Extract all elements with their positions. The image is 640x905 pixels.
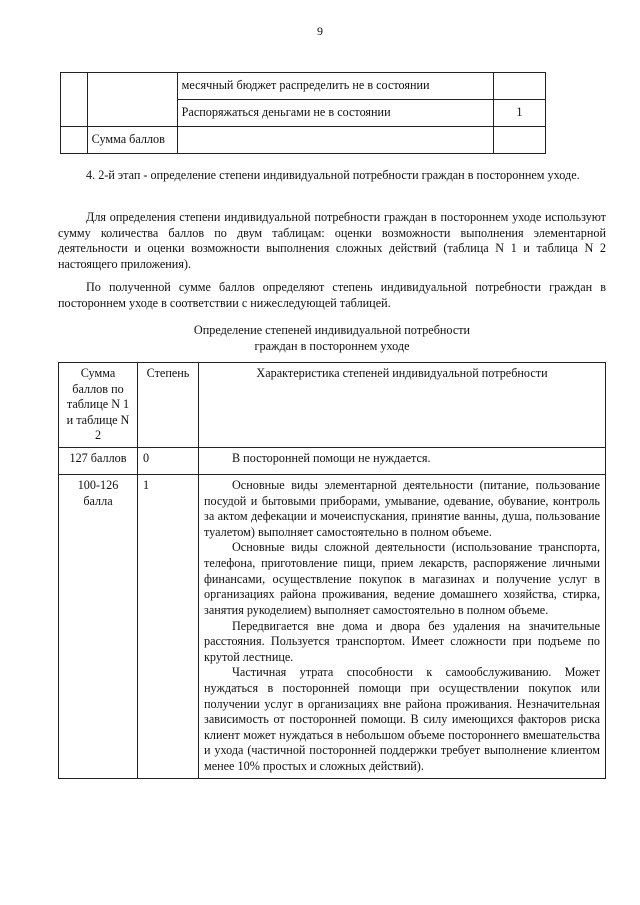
criterion-cell: месячный бюджет распределить не в состоянии [177,73,493,100]
caption-line-1: Определение степеней индивидуальной потребности [193,323,471,337]
empty-cell [61,73,88,127]
table-row [61,73,546,100]
characteristic-paragraph: В посторонней помощи не нуждается. [232,451,431,466]
page-number: 9 [317,24,323,38]
degree-cell: 0 [138,448,199,475]
paragraph-method: Для определения степени индивидуальной потребности граждан в постороннем уходе используют сумму количества баллов по двум таблицам: оценки возможности выполнения элементарной деятельности и оценки возможности выполнения сложных действий (таблица N 1 и таблица N 2 настоящего приложения). [58,210,606,271]
sum-cell: 127 баллов [59,448,138,475]
characteristic-paragraph: Основные виды сложной деятельности (использование транспорта, телефона, приготовление пищи, прием лекарств, распоряжение личными финансами, осуществление покупок в магазинах и получение услуг в организациях района проживания, ведение домашнего хозяйства, стирка, занятия рукоделием) выполняет самостоятельно в полном объеме. [204,540,600,617]
sum-cell: 100-126 балла [59,475,138,779]
table-caption [58,323,606,354]
characteristic-cell [199,475,606,779]
degrees-table [58,362,606,779]
empty-cell [87,73,177,127]
table-row [59,448,606,475]
empty-cell [177,127,493,154]
sum-row [61,127,546,154]
sum-value-cell [493,127,545,154]
table-row [59,475,606,779]
empty-cell [61,127,88,154]
caption-line-2: граждан в постороннем уходе [254,338,410,353]
score-cell: 1 [493,100,545,127]
sum-label: Сумма баллов [87,127,177,154]
header-row [59,363,606,448]
score-table-fragment [60,72,546,154]
score-cell [493,73,545,100]
paragraph-stage2: 4. 2-й этап - определение степени индивидуальной потребности граждан в постороннем уходе. [86,168,580,182]
header-degree: Степень [138,363,199,448]
characteristic-paragraph: Основные виды элементарной деятельности (питание, пользование посудой и бытовыми приборами, умывание, одевание, обувание, контроль за актом дефекации и мочеиспускания, принятие ванны, душа, пользование туалетом) выполняет самостоятельно в полном объеме. [204,478,600,539]
header-characteristic: Характеристика степеней индивидуальной потребности [199,363,606,448]
criterion-cell: Распоряжаться деньгами не в состоянии [177,100,493,127]
characteristic-paragraph: Частичная утрата способности к самообслуживанию. Может нуждаться в посторонней помощи при осуществлении покупок или получении услуг в организациях вне района проживания. Незначительная зависимость от посторонней помощи. В силу имеющихся факторов риска клиент может нуждаться в небольшом объеме постороннего вмешательства и ухода (частичной посторонней поддержки требует выполнение клиентом менее 10% простых и сложных действий). [204,665,600,774]
characteristic-cell [199,448,606,475]
paragraph-result: По полученной сумме баллов определяют степень индивидуальной потребности граждан в постороннем уходе в соответствии с нижеследующей таблицей. [58,280,606,310]
characteristic-paragraph: Передвигается вне дома и двора без удаления на значительные расстояния. Пользуется транспортом. Имеет сложности при подъеме по крутой лестнице. [204,618,600,664]
header-sum: Сумма баллов по таблице N 1 и таблице N 2 [59,363,138,448]
degree-cell: 1 [138,475,199,779]
